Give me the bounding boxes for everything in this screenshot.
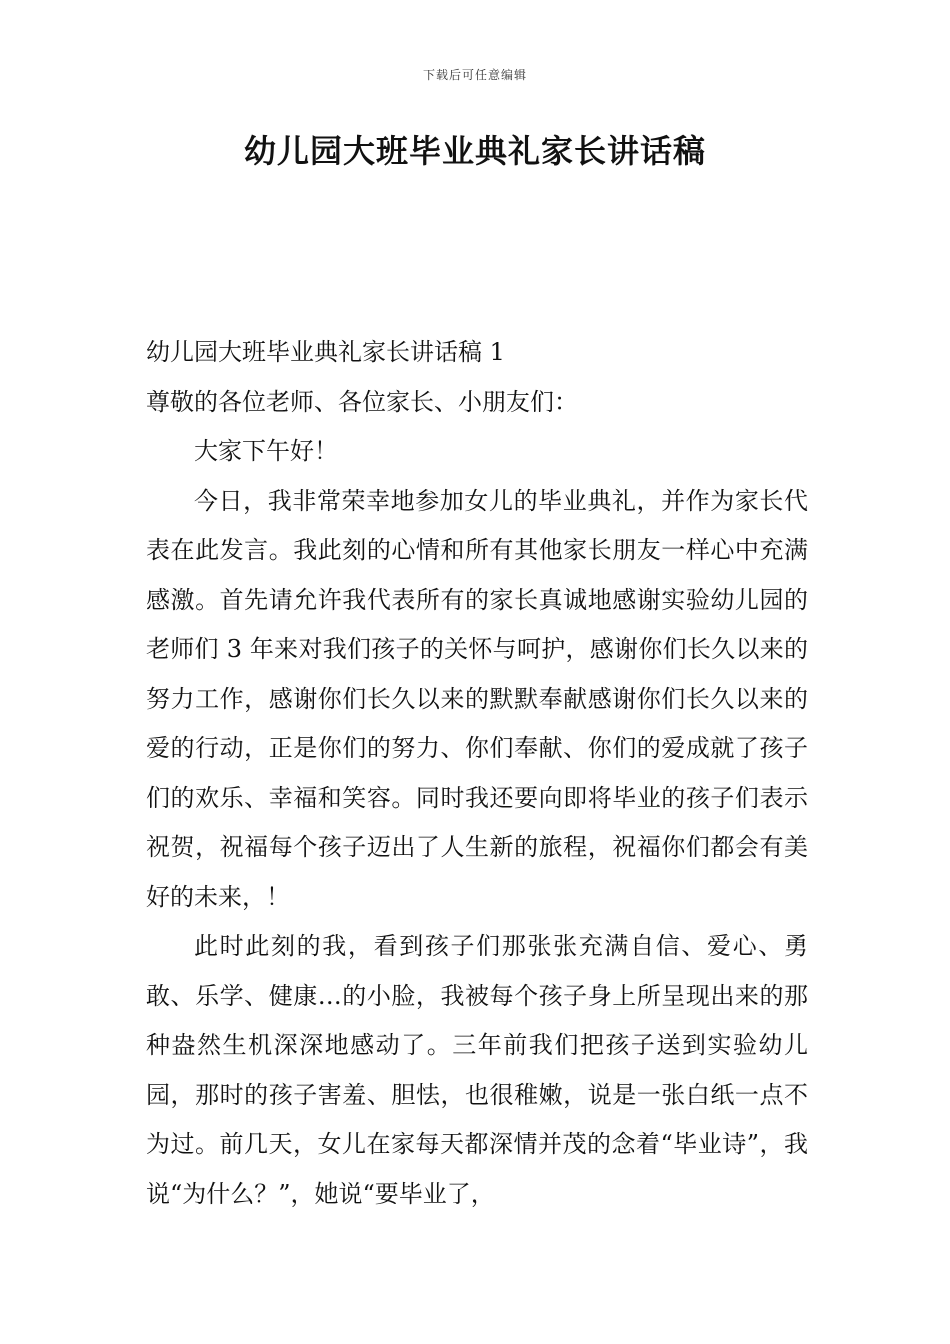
section-subtitle: 幼儿园大班毕业典礼家长讲话稿 1 (146, 338, 505, 366)
header-note: 下载后可任意编辑 (422, 68, 527, 82)
salutation: 尊敬的各位老师、各位家长、小朋友们： (146, 387, 578, 416)
document-title: 幼儿园大班毕业典礼家长讲话稿 (243, 132, 706, 170)
paragraph-1: 今日，我非常荣幸地参加女儿的毕业典礼，并作为家长代表在此发言。我此刻的心情和所有其他家长朋友一样心中充满感激。首先请允许我代表所有的家长真诚地感谢实验幼儿园的老师们 3 年来对我们孩子的关怀与呵护，感谢你们长久以来的努力工作，感谢你们长久以来的默默奉献感谢你们长久以来的爱的行动，正是你们的努力、你们奉献、你们的爱成就了孩子们的欢乐、幸福和笑容。同时我还要向即将毕业的孩子们表示祝贺，祝福每个孩子迈出了人生新的旅程，祝福你们都会有美好的未来，！ (146, 486, 808, 911)
document-body (146, 328, 808, 1219)
paragraph-2: 此时此刻的我，看到孩子们那张张充满自信、爱心、勇敢、乐学、健康…的小脸，我被每个孩子身上所呈现出来的那种盎然生机深深地感动了。三年前我们把孩子送到实验幼儿园，那时的孩子害羞、胆怯，也很稚嫩，说是一张白纸一点不为过。前几天，女儿在家每天都深情并茂的念着“毕业诗”，我说“为什么？”，她说“要毕业了， (146, 932, 808, 1208)
greeting: 大家下午好！ (194, 437, 338, 465)
